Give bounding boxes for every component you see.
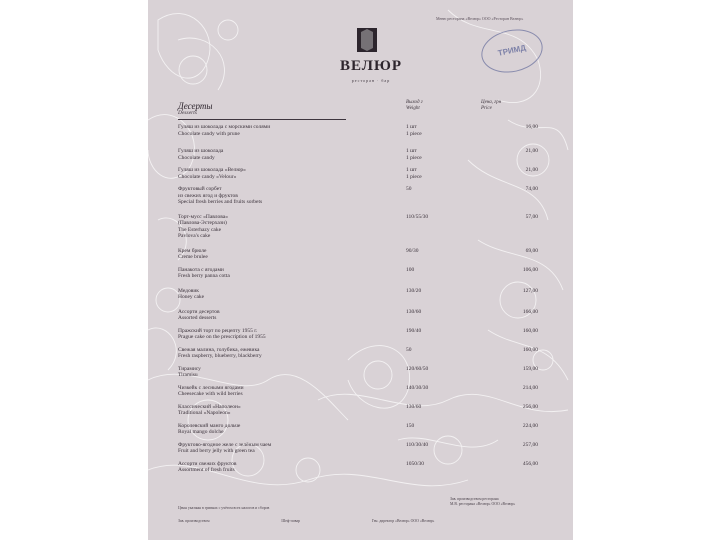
menu-item-name-line: Honey cake	[178, 294, 205, 300]
menu-items-list	[178, 124, 548, 480]
menu-item-weight-line: 1 piece	[406, 173, 422, 180]
menu-item-name-line: Tiramisu	[178, 372, 198, 378]
menu-item	[178, 214, 548, 240]
section-divider	[178, 119, 346, 120]
menu-item-weight-line: 50	[406, 186, 412, 192]
menu-item-name-line: The Esterhazy cake	[178, 226, 222, 233]
price-column-header	[481, 100, 501, 112]
menu-item-price: 257,00	[522, 441, 538, 448]
menu-item-weight-line: 110/30/40	[406, 441, 429, 448]
menu-item-name-line: Свежая малина, голубика, ежевика	[178, 346, 260, 353]
menu-item	[178, 124, 548, 137]
menu-item-name-line: Пражский торт по рецепту 1955 г.	[178, 327, 258, 334]
menu-item-weight-line: 150	[406, 422, 415, 429]
menu-item	[178, 148, 548, 161]
menu-item	[178, 404, 548, 417]
menu-item-name	[178, 461, 393, 474]
menu-item-weight	[406, 423, 466, 430]
menu-item-price: 160,00	[522, 346, 538, 353]
price-note: Цены указаны в гривнах с учётом всех налогов и сборов	[178, 506, 270, 510]
menu-item-price: 456,00	[522, 460, 538, 467]
menu-item-weight-line: 1 шт	[406, 148, 417, 154]
menu-item-name-line: Assorted desserts	[178, 315, 217, 321]
menu-item-name	[178, 309, 393, 322]
menu-item-name	[178, 347, 393, 360]
menu-item-weight	[406, 328, 466, 335]
menu-item-price: 256,00	[522, 403, 538, 410]
menu-item-name-line: Крем брюле	[178, 247, 207, 254]
menu-item-price: 224,00	[522, 422, 538, 429]
menu-item-name	[178, 167, 393, 180]
menu-item-weight	[406, 267, 466, 274]
menu-item-weight-line: 90/30	[406, 247, 419, 254]
menu-item-price: 21,00	[525, 167, 538, 173]
signature-line-2: М.В. ресторана «Велюр» ООО «Велюр»	[450, 502, 516, 506]
menu-item-name-line: Chocolate candy with prune	[178, 130, 240, 137]
menu-item-name-line: Ассорти десертов	[178, 308, 220, 315]
menu-item-weight-line: 130/60	[406, 403, 422, 410]
menu-item-price: 21,00	[525, 148, 538, 154]
price-header-ru: Цена, грн	[481, 100, 502, 105]
footer-signatures	[178, 519, 558, 523]
menu-item-name	[178, 186, 393, 206]
menu-item-weight	[406, 385, 466, 392]
menu-item-price: 127,00	[522, 287, 538, 294]
menu-item-weight	[406, 404, 466, 411]
menu-item-name-line: Fruit and berry jelly with green tea	[178, 448, 255, 454]
section-title: Десерты	[178, 101, 213, 111]
menu-item-weight	[406, 186, 466, 193]
menu-item-name	[178, 148, 393, 161]
menu-item-name-line: Cheesecake with wild berries	[178, 391, 243, 397]
menu-item-price: 74,00	[525, 186, 538, 192]
menu-item-name	[178, 423, 393, 436]
menu-item-name-line: Assortment of fresh fruits	[178, 467, 235, 473]
menu-item-price: 214,00	[522, 384, 538, 391]
menu-item	[178, 328, 548, 341]
section-subtitle: Desserts	[178, 110, 197, 116]
menu-item-name	[178, 366, 393, 379]
menu-item-weight	[406, 124, 466, 137]
menu-item-weight	[406, 167, 466, 180]
price-header-en: Price	[481, 106, 492, 111]
menu-item-weight	[406, 366, 466, 373]
menu-item-name-line: Медовик	[178, 287, 199, 294]
menu-item	[178, 366, 548, 379]
menu-item-name-line: (Павлова-Эстерхази)	[178, 220, 227, 226]
menu-item-weight-line: 1050/30	[406, 460, 425, 467]
menu-item-weight	[406, 214, 466, 221]
menu-item-price: 159,00	[522, 365, 538, 372]
menu-item-name	[178, 404, 393, 417]
footer-signature-1: Зав. производством	[178, 519, 210, 523]
menu-item-price: 16,00	[525, 124, 538, 130]
velour-logo-icon	[356, 26, 378, 54]
menu-item-weight-line: 110/55/30	[406, 213, 429, 220]
menu-item-weight-line: 1 piece	[406, 154, 422, 161]
menu-item-weight-line: 100	[406, 266, 415, 273]
menu-item-weight	[406, 442, 466, 449]
menu-item-name-line: Гуляш из шоколада с морскими солями	[178, 124, 271, 130]
menu-item-name-line: Pavlova's cake	[178, 233, 211, 239]
menu-item-name-line: Special fresh berries and fruits sorbets	[178, 199, 263, 205]
footer-signature-3: Ген. директор «Велюр» ООО «Велюр»	[371, 519, 435, 523]
menu-item-price: 106,00	[522, 266, 538, 273]
menu-item-weight	[406, 288, 466, 295]
menu-item	[178, 461, 548, 474]
menu-item-price: 69,00	[525, 247, 538, 254]
menu-item-name-line: Fresh berry panna cotta	[178, 273, 230, 279]
menu-item-weight	[406, 347, 466, 354]
menu-page	[148, 0, 573, 540]
menu-item-weight	[406, 309, 466, 316]
menu-item-name-line: Тирамису	[178, 365, 201, 372]
menu-item-weight-line: 1 шт	[406, 124, 417, 130]
menu-item-name-line: Королевский манго дольче	[178, 422, 241, 429]
menu-item-name-line: Prague cake on the prescription of 1955	[178, 334, 266, 340]
menu-item-name-line: Creme brulee	[178, 254, 208, 260]
menu-item-name-line: Чизкейк с лесными ягодами	[178, 384, 244, 391]
menu-item	[178, 267, 548, 280]
menu-item-name	[178, 288, 393, 301]
menu-item-name-line: Fresh raspberry, blueberry, blackberry	[178, 353, 262, 359]
menu-item-name-line: Chocolate candy	[178, 154, 215, 161]
menu-item	[178, 385, 548, 398]
menu-item-name-line: Royal mango dolche	[178, 429, 224, 435]
menu-item-name	[178, 385, 393, 398]
menu-item-weight-line: 1 piece	[406, 130, 422, 137]
menu-item	[178, 423, 548, 436]
menu-item-weight	[406, 461, 466, 468]
menu-item-name-line: Гуляш из шоколада «Велюр»	[178, 167, 246, 173]
menu-item-name	[178, 214, 393, 240]
brand-tagline: ресторан · бар	[351, 78, 391, 83]
menu-item-weight-line: 190/40	[406, 327, 422, 334]
menu-item	[178, 248, 548, 261]
menu-item-weight-line: 120/60/50	[406, 365, 429, 372]
menu-item-name-line: Chocolate candy «Velour»	[178, 173, 237, 180]
menu-item-weight	[406, 248, 466, 255]
menu-item-name-line: Ассорти свежих фруктов	[178, 460, 237, 467]
menu-item-name-line: из свежих ягод и фруктов	[178, 192, 238, 199]
menu-item-weight-line: 140/30/30	[406, 384, 429, 391]
weight-header-en: Weight	[406, 106, 420, 111]
menu-item	[178, 347, 548, 360]
menu-item-name	[178, 328, 393, 341]
header-note: Меню ресторана «Велюр» ООО «Ресторан Велюр»	[436, 16, 524, 21]
menu-item-name-line: Фруктово-ягодное желе с зелёным чаем	[178, 441, 272, 448]
menu-item-name-line: Traditional «Napoleon»	[178, 410, 231, 416]
menu-item-name-line: Торт-мусс «Павлова»	[178, 213, 228, 220]
menu-item-weight	[406, 148, 466, 161]
menu-item-weight-line: 130/60	[406, 308, 422, 315]
weight-column-header	[406, 100, 423, 112]
brand-name: ВЕЛЮР	[339, 58, 403, 74]
menu-item-name-line: Классический «Наполеон»	[178, 403, 241, 410]
menu-item-price: 160,00	[522, 327, 538, 334]
menu-item-name	[178, 248, 393, 261]
menu-item-weight-line: 50	[406, 346, 412, 353]
weight-header-ru: Выход г	[406, 100, 423, 105]
signature-line-1: Зав. производством ресторана	[450, 497, 499, 501]
menu-item-name-line: Панакота с ягодами	[178, 266, 224, 273]
menu-item-weight-line: 130/20	[406, 287, 422, 294]
menu-item-name-line: Фруктовый сорбет	[178, 186, 222, 192]
menu-item-weight-line: 1 шт	[406, 167, 417, 173]
menu-item	[178, 167, 548, 180]
approval-stamp: ТРИМД	[477, 24, 546, 78]
menu-item-price: 57,00	[525, 213, 538, 220]
menu-item-price: 166,00	[522, 308, 538, 315]
signature-note	[450, 497, 560, 507]
menu-item-name	[178, 267, 393, 280]
menu-item	[178, 186, 548, 206]
footer-signature-2: Шеф-повар	[281, 519, 300, 523]
menu-item	[178, 288, 548, 301]
menu-item-name-line: Гуляш из шоколада	[178, 148, 224, 154]
menu-item	[178, 442, 548, 455]
menu-item-name	[178, 442, 393, 455]
menu-item-name	[178, 124, 393, 137]
menu-item	[178, 309, 548, 322]
